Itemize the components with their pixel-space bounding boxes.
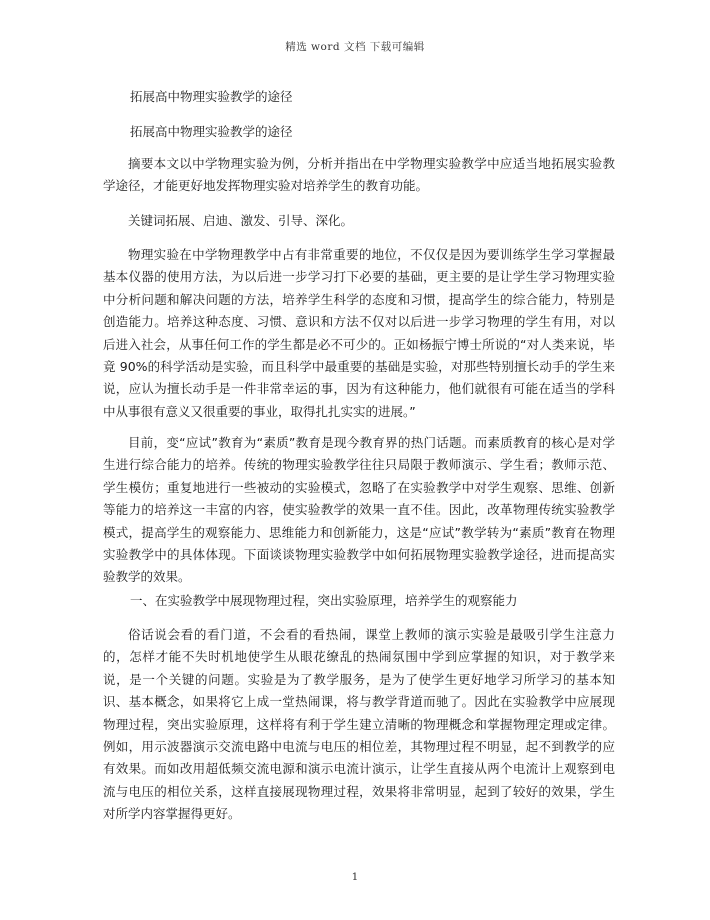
page-number: 1 <box>351 871 359 883</box>
paragraph-text: 目前，变“应试”教育为“素质”教育是现今教育界的热门话题。而素质教育的核心是对学生进行综合能力的培养。传统的物理实验教学往往只局限于教师演示、学生看；教师示范、学生模仿；重复地进行一些被动的实验模式，忽略了在实验教学中对学生观察、思维、创新等能力的培养这一丰富的内容，使实验教学的效果一直不佳。因此，改革物理传统实验教学模式，提高学生的观察能力、思维能力和创新能力，这是“应试”教学转为“素质”教育在物理实验教学中的具体体现。下面谈谈物理实验教学中如何拓展物理实验教学途径，进而提高实验教学的效果。 <box>103 435 615 585</box>
section-heading-1 <box>103 590 615 612</box>
document-title <box>103 86 615 108</box>
body-paragraph-1 <box>103 244 615 423</box>
paragraph-text: 物理实验在中学物理教学中占有非常重要的地位，不仅仅是因为要训练学生学习掌握最基本仪器的使用方法，为以后进一步学习打下必要的基础，更主要的是让学生学习物理实验中分析问题和解决问题的方法，培养学生科学的态度和习惯，提高学生的综合能力，特别是创造能力。培养这种态度、习惯、意识和方法不仅对以后进一步学习物理的学生有用，对以后进入社会，从事任何工作的学生都是必不可少的。正如杨振宁博士所说的“对人类来说，毕竟 90%的科学活动是实验，而且科学中最重要的基础是实验，对那些特别擅长动手的学生来说，应认为擅长动手是一件非常幸运的事，因为有这种能力，他们就很有可能在适当的学科中从事很有意义又很重要的事业，取得扎扎实实的进展。” <box>103 247 615 419</box>
body-paragraph-3 <box>103 624 615 826</box>
abstract-paragraph: 摘要本文以中学物理实验为例，分析并指出在中学物理实验教学中应适当地拓展实验教学途径，才能更好地发挥物理实验对培养学生的教育功能。 <box>103 156 615 194</box>
page-header: 精选 word 文档 下载可编辑 <box>285 41 425 53</box>
section-heading-text: 一、在实验教学中展现物理过程，突出实验原理，培养学生的观察能力 <box>130 593 518 608</box>
subtitle-text: 拓展高中物理实验教学的途径 <box>130 124 293 139</box>
body-paragraph-2 <box>103 432 615 589</box>
keywords-paragraph: 关键词拓展、启迪、激发、引导、深化。 <box>128 213 354 228</box>
paragraph-text: 俗话说会看的看门道，不会看的看热闹，课堂上教师的演示实验是最吸引学生注意力的，怎样才能不失时机地使学生从眼花缭乱的热闹氛围中学到应掌握的知识，对于教学来说，是一个关键的问题。实验是为了教学服务，是为了使学生更好地学习所学习的基本知识、基本概念，如果将它上成一堂热闹课，将与教学背道而驰了。因此在实验教学中应展现物理过程，突出实验原理，这样将有利于学生建立清晰的物理概念和掌握物理定理或定律。例如，用示波器演示交流电路中电流与电压的相位差，其物理过程不明显，起不到教学的应有效果。而如改用超低频交流电源和演示电流计演示，让学生直接从两个电流计上观察到电流与电压的相位关系，这样直接展现物理过程，效果将非常明显，起到了较好的效果，学生对所学内容掌握得更好。 <box>103 627 615 822</box>
abstract-block <box>103 153 615 198</box>
document-subtitle <box>103 121 615 143</box>
title-text: 拓展高中物理实验教学的途径 <box>130 89 293 104</box>
keywords-block <box>103 210 615 232</box>
